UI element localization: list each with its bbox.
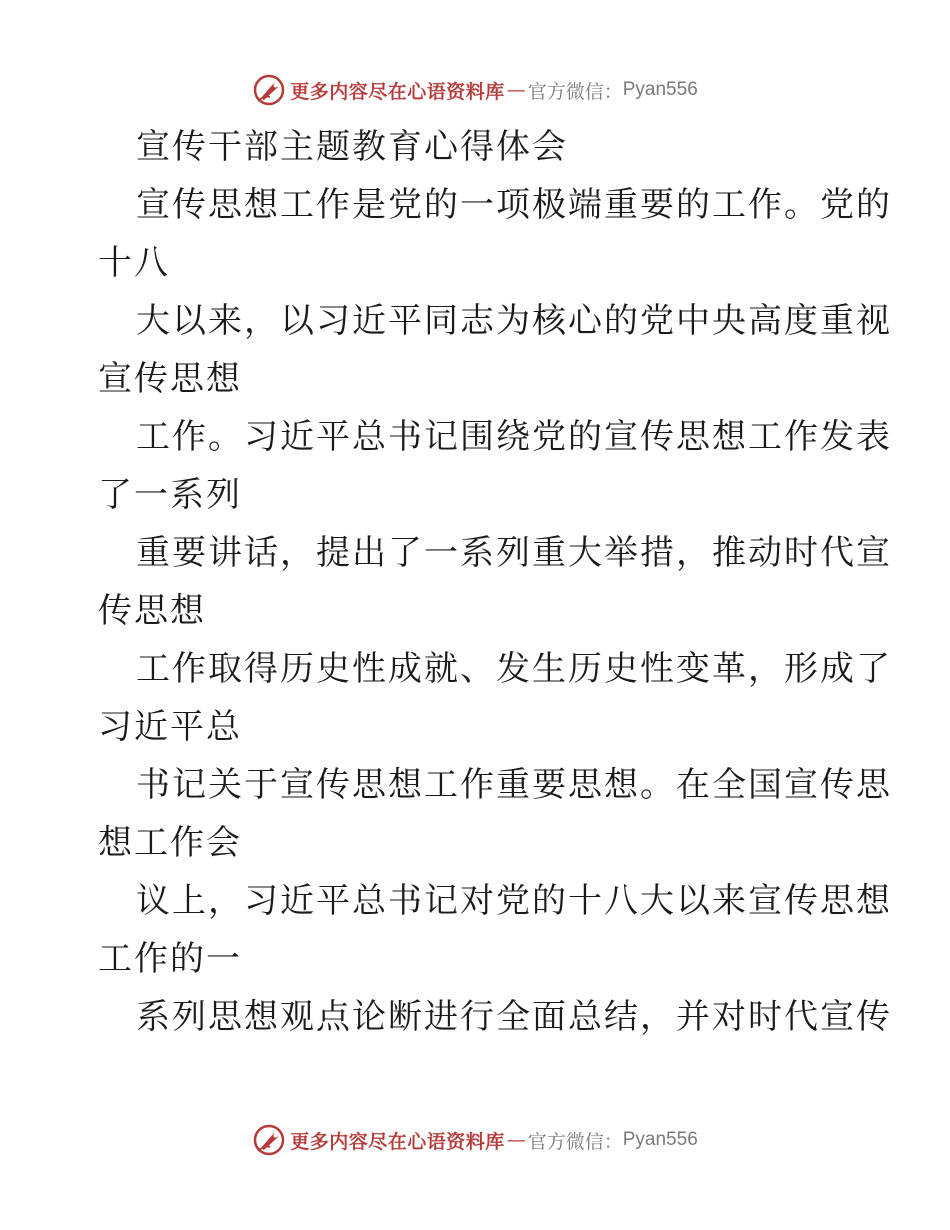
text-line: 工作。习近平总书记围绕党的宣传思想工作发表 <box>136 417 892 457</box>
pen-nib-logo-icon <box>252 73 286 107</box>
promo-text: 更多内容尽在心语资料库 <box>290 80 505 103</box>
text-line: 书记关于宣传思想工作重要思想。在全国宣传思 <box>136 765 892 805</box>
footer-watermark <box>0 1120 950 1160</box>
text-line: 工作取得历史性成就、发生历史性变革，形成了 <box>136 649 892 689</box>
text-line: 大以来，以习近平同志为核心的党中央高度重视 <box>136 301 892 341</box>
account-id: Pyan556 <box>622 79 698 100</box>
text-line: 习近平总 <box>98 707 242 747</box>
text-line: 想工作会 <box>98 823 242 863</box>
text-line: 重要讲话，提出了一系列重大举措，推动时代宣 <box>136 533 892 573</box>
account-id: Pyan556 <box>622 1129 698 1150</box>
document-title: 宣传干部主题教育心得体会 <box>136 127 568 167</box>
text-line: 工作的一 <box>98 939 242 979</box>
header-watermark <box>0 70 950 110</box>
separator-dash: — <box>506 1129 526 1151</box>
text-line: 宣传思想 <box>98 359 242 399</box>
contact-label: 官方微信： <box>527 80 623 103</box>
text-line: 宣传思想工作是党的一项极端重要的工作。党的 <box>136 185 892 225</box>
text-line: 系列思想观点论断进行全面总结，并对时代宣传 <box>136 997 892 1037</box>
promo-text: 更多内容尽在心语资料库 <box>290 1130 505 1153</box>
pen-nib-logo-icon <box>252 1123 286 1157</box>
contact-label: 官方微信： <box>527 1130 623 1153</box>
text-line: 议上，习近平总书记对党的十八大以来宣传思想 <box>136 881 892 921</box>
text-line: 十八 <box>98 243 170 283</box>
separator-dash: — <box>506 79 526 101</box>
text-line: 传思想 <box>98 591 206 631</box>
text-line: 了一系列 <box>98 475 242 515</box>
document-body <box>98 118 892 1046</box>
